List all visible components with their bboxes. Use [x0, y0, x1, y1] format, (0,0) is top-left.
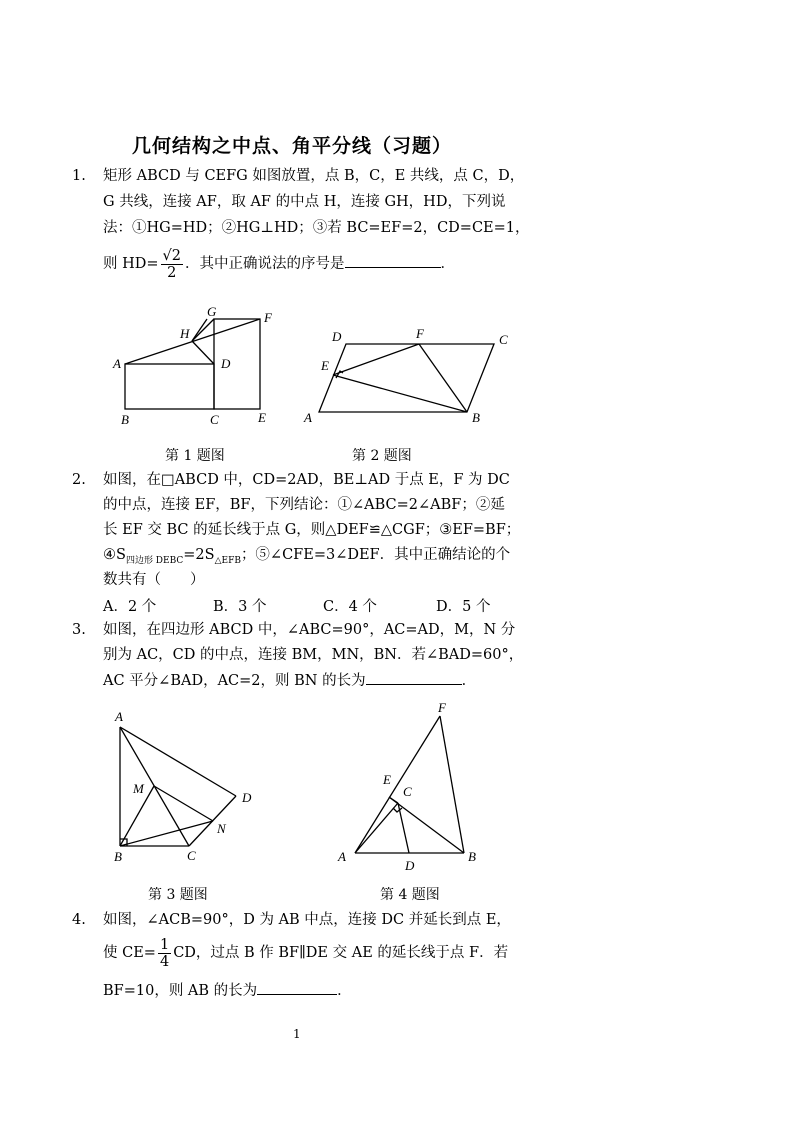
- q2-line-1: 如图，在□ABCD 中，CD=2AD，BE⊥AD 于点 E，F 为 DC: [103, 472, 510, 488]
- q1-answer-blank[interactable]: [345, 253, 441, 268]
- fig2-label-e: E: [321, 358, 329, 373]
- q1-line-2: G 共线，连接 AF，取 AF 的中点 H，连接 GH，HD，下列说: [103, 194, 506, 210]
- figure-4: [330, 698, 490, 876]
- q2-option-d[interactable]: D．5 个: [436, 599, 491, 615]
- q3-line-2: 别为 AC，CD 的中点，连接 BM，MN，BN．若∠BAD=60°，: [103, 647, 524, 663]
- q2-area-sub-2: △EFB: [214, 555, 241, 566]
- fig4-label-e: E: [383, 772, 391, 787]
- fig3-label-d: D: [242, 790, 252, 805]
- q1-line-1: 矩形 ABCD 与 CEFG 如图放置，点 B，C，E 共线，点 C，D，: [103, 168, 525, 184]
- q4-line-2-rest: CD，过点 B 作 BF∥DE 交 AE 的延长线于点 F．若: [173, 945, 509, 961]
- q1-frac-den: 2: [167, 264, 177, 281]
- q2-line-2: 的中点，连接 EF，BF，下列结论：①∠ABC=2∠ABF；②延: [103, 497, 505, 513]
- page-title: 几何结构之中点、角平分线（习题）: [132, 135, 453, 157]
- q1-end-mark: ．: [440, 256, 455, 272]
- q2-area-eq: =2S: [183, 547, 215, 563]
- q4-answer-blank[interactable]: [257, 980, 337, 995]
- q4-ce-label: 使 CE=: [103, 945, 156, 961]
- figure-3: [105, 705, 265, 865]
- page-number: 1: [293, 1027, 301, 1041]
- q1-question: ．其中正确说法的序号是: [185, 256, 345, 272]
- q4-frac-den: 4: [159, 953, 170, 970]
- q2-option-b[interactable]: B．3 个: [213, 599, 267, 615]
- q3-line-1: 如图，在四边形 ABCD 中，∠ABC=90°，AC=AD，M，N 分: [103, 622, 516, 638]
- q2-line-4: [103, 545, 510, 571]
- fig2-label-c: C: [499, 332, 508, 347]
- q2-option-a[interactable]: A．2 个: [103, 599, 157, 615]
- q4-fraction: [158, 937, 171, 970]
- q2-option-c[interactable]: C．4 个: [323, 599, 377, 615]
- q1-number: 1.: [72, 168, 86, 184]
- q3-answer-blank[interactable]: [366, 670, 462, 685]
- fig1-label-c: C: [210, 412, 219, 427]
- fig1-label-d: D: [221, 356, 231, 371]
- q1-hd-label: 则 HD=: [103, 256, 159, 272]
- q2-line-4-rest: ；⑤∠CFE=3∠DEF．其中正确结论的个: [240, 547, 511, 563]
- q4-question: BF=10，则 AB 的长为: [103, 983, 258, 999]
- fig4-label-f: F: [438, 700, 446, 715]
- fig1-rect-abcd: [125, 364, 214, 409]
- q4-line-2: [103, 935, 508, 971]
- q3-number: 3.: [72, 622, 86, 638]
- q4-line-3: [103, 980, 352, 1001]
- fig1-label-h: H: [180, 326, 190, 341]
- q4-end-mark: ．: [337, 983, 352, 999]
- q2-number: 2.: [72, 472, 86, 488]
- fig3-label-b: B: [114, 849, 122, 864]
- q1-line-3: 法：①HG=HD；②HG⊥HD；③若 BC=EF=2，CD=CE=1，: [103, 220, 530, 236]
- fig4-label-c: C: [403, 784, 412, 799]
- fig2-label-a: A: [304, 410, 312, 425]
- fig1-label-g: G: [207, 304, 217, 319]
- fig2-caption: 第 2 题图: [352, 448, 412, 464]
- fig3-caption: 第 3 题图: [148, 887, 208, 903]
- q2-line-5: 数共有（ ）: [103, 572, 205, 588]
- fig2-label-f: F: [416, 326, 424, 341]
- q3-question: AC 平分∠BAD，AC=2，则 BN 的长为: [103, 673, 366, 689]
- fig1-label-a: A: [113, 356, 121, 371]
- fig4-label-b: B: [468, 849, 476, 864]
- q1-fraction: [161, 248, 183, 281]
- figure-2: [300, 322, 520, 432]
- q4-frac-num: 1: [159, 936, 170, 953]
- fig3-label-m: M: [133, 781, 144, 796]
- fig2-label-d: D: [332, 329, 342, 344]
- fig1-label-e: E: [258, 410, 266, 425]
- q4-number: 4.: [72, 912, 86, 928]
- fig3-label-a: A: [115, 709, 123, 724]
- fig1-label-f: F: [264, 310, 272, 325]
- fig4-label-a: A: [338, 849, 346, 864]
- fig3-label-c: C: [187, 848, 196, 863]
- q1-frac-num: √2: [162, 247, 181, 264]
- fig4-caption: 第 4 题图: [380, 887, 440, 903]
- fig1-caption: 第 1 题图: [165, 448, 225, 464]
- q2-area-sub-1: 四边形 DEBC: [125, 555, 184, 566]
- q3-end-mark: ．: [461, 673, 477, 689]
- q3-line-3: [103, 670, 476, 691]
- fig4-label-d: D: [405, 858, 415, 873]
- fig2-label-b: B: [472, 410, 480, 425]
- fig1-label-b: B: [121, 412, 129, 427]
- q4-line-1: 如图，∠ACB=90°，D 为 AB 中点，连接 DC 并延长到点 E，: [103, 912, 511, 928]
- q2-area-s: ④S: [103, 547, 126, 563]
- fig3-label-n: N: [217, 821, 226, 836]
- q1-line-4: [103, 246, 455, 282]
- q2-line-3: 长 EF 交 BC 的延长线于点 G，则△DEF≌△CGF；③EF=BF；: [103, 522, 521, 538]
- figure-1: [108, 300, 283, 430]
